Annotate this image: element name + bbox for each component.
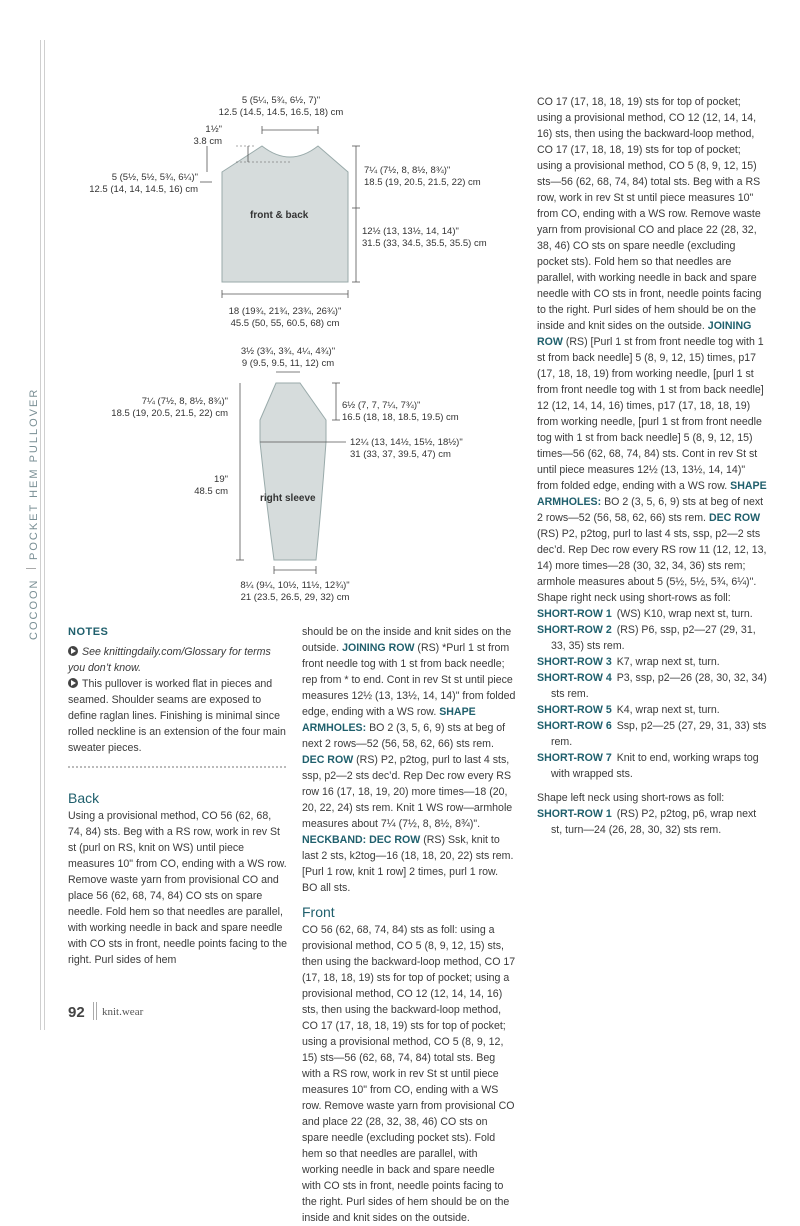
page-number: 92 bbox=[68, 1004, 85, 1021]
front-back-label: front & back bbox=[250, 210, 309, 221]
bullet-icon bbox=[68, 678, 78, 688]
schematic bbox=[0, 0, 520, 612]
left-short-row-1: SHORT-ROW 1 (RS) P2, p2tog, p6, wrap next st, turn—24 (26, 28, 30, 32) sts rem. bbox=[537, 808, 757, 836]
dim-upper-arm: 12¼ (13, 14½, 15½, 18½)" 31 (33, 37, 39.5, 47) cm bbox=[350, 437, 463, 460]
front-heading: Front bbox=[302, 904, 335, 920]
back-text-1: Using a provisional method, CO 56 (62, 68, 74, 84) sts. Beg with a RS row, work in rev St st (purl on RS, knit on WS) until piece measures 10" from CO, ending with a WS row. Remove waste yarn from provisional CO and place 56 (62, 68, 74, 84) CO sts on spare needle. Fold hem so that needles are parallel, with working needle in back and spare needle with CO sts in front, needle points facing to the right. Purl sides of hem bbox=[68, 810, 288, 966]
dim-body-length: 12½ (13, 13½, 14, 14)" 31.5 (33, 34.5, 35.5, 35.5) cm bbox=[362, 226, 487, 249]
sleeve-label: right sleeve bbox=[260, 493, 316, 504]
dim-neck-depth: 1½" 3.8 cm bbox=[193, 124, 222, 147]
magazine-name: knit.wear bbox=[102, 1006, 144, 1018]
dim-shoulder: 5 (5½, 5½, 5¾, 6¼)" 12.5 (14, 14, 14.5, 16) cm bbox=[89, 172, 198, 195]
short-row-7: SHORT-ROW 7 Knit to end, working wraps tog with wrapped sts. bbox=[537, 752, 759, 780]
column-notes-back bbox=[68, 624, 288, 968]
short-row-1: SHORT-ROW 1 (WS) K10, wrap next st, turn. bbox=[537, 608, 753, 620]
dotted-divider bbox=[68, 766, 286, 772]
dim-bottom-width: 18 (19¾, 21¾, 23¾, 26¾)" 45.5 (50, 55, 60.5, 68) cm bbox=[228, 306, 342, 329]
short-row-3: SHORT-ROW 3 K7, wrap next st, turn. bbox=[537, 656, 720, 668]
dim-sleeve-top: 3½ (3¾, 3¾, 4¼, 4¾)" 9 (9.5, 9.5, 11, 12) cm bbox=[240, 346, 336, 369]
note-construction: This pullover is worked flat in pieces and seamed. Shoulder seams are exposed to define raglan lines. Finishing is minimal since rolled neckline is an extension of the four main sweater pieces. bbox=[68, 678, 286, 754]
front-text-1: CO 56 (62, 68, 74, 84) sts as foll: using a provisional method, CO 5 (8, 9, 12, 15) sts, then using the backward-loop method, CO 17 (17, 18, 18, 19) sts for top of pocket; using a provisional method, CO 12 (12, 14, 14, 16) sts, then using the backward-loop method, CO 17 (17, 18, 18, 19) sts for top of pocket; using a provisional method, CO 5 (8, 9, 12, 15) sts—56 (62, 68, 74, 84) total sts. Beg with a RS row, work in rev St st until piece measures 10" from CO, ending with a WS row. Remove waste yarn from provisional CO and place 22 (28, 32, 38, 46) CO sts on spare needle (excluding pocket sts). Fold hem so that needles are parallel, with working needle in back and spare needle with CO sts in front, needle points facing to the right. Purl sides of hem should be on the inside and knit sides on the outside. bbox=[302, 924, 516, 1224]
dim-top-width: 5 (5¼, 5¾, 6½, 7)" 12.5 (14.5, 14.5, 16.5, 18) cm bbox=[218, 95, 344, 118]
front-text-cont: CO 17 (17, 18, 18, 19) sts for top of pocket; using a provisional method, CO 12 (12, 14, 14, 16) sts, then using the backward-loop method, CO 17 (17, 18, 18, 19) sts for top of pocket; using a provisional method, CO 5 (8, 9, 12, 15) sts—56 (62, 68, 74, 84) total sts. Beg with a RS row, work in rev St st until piece measures 10" from CO, ending with a WS row. Remove waste yarn from provisional CO and place 22 (28, 32, 38, 46) CO sts on spare needle (excluding pocket sts). Fold hem so that needles are parallel, with working needle in back and spare needle with CO sts in front, needle points facing to the right. Purl sides of hem should be on the inside and knit sides on the outside. JOINING ROW (RS) [Purl 1 st from front needle tog with 1 st from back needle] 5 (8, 9, 12, 15) times, p17 (17, 18, 18, 19) from working needle, [purl 1 st from front needle tog with 1 st from back needle] 12 (12, 14, 14, 16) times, p17 (17, 18, 18, 19) from working needle, [purl 1 st from front needle tog with 1 st from back needle] 5 (8, 9, 12, 15) times—56 (62, 68, 74, 84) sts. Cont in rev St st until piece measures 12½ (13, 13½, 14, 14)" from folded edge, ending with a WS row. SHAPE ARMHOLES: BO 2 (3, 5, 6, 9) sts at beg of next 2 rows—52 (56, 58, 62, 66) sts rem. DEC ROW (RS) P2, p2tog, purl to last 4 sts, ssp, p2—2 sts dec’d. Rep Dec row every RS row 11 (12, 12, 13, 14) more times—28 (30, 32, 34, 36) sts rem; armhole measures about 5 (5½, 5½, 5¾, 6¼)". Shape right neck using short-rows as foll: bbox=[537, 96, 767, 604]
back-heading: Back bbox=[68, 790, 100, 806]
folio-bar bbox=[96, 1002, 97, 1020]
pattern-name: COCOON bbox=[28, 578, 40, 640]
dim-raglan-left: 7¼ (7½, 8, 8½, 8¾)" 18.5 (19, 20.5, 21.5, 22) cm bbox=[111, 396, 228, 419]
dim-raglan-right: 6½ (7, 7, 7¼, 7¾)" 16.5 (18, 18, 18.5, 19.5) cm bbox=[342, 400, 459, 423]
glossary-link[interactable]: See knittingdaily.com/Glossary for terms you don’t know. bbox=[68, 646, 271, 674]
dim-armhole-depth: 7¼ (7½, 8, 8½, 8¾)" 18.5 (19, 20.5, 21.5, 22) cm bbox=[364, 165, 481, 188]
column-front bbox=[537, 94, 767, 974]
section-name: POCKET HEM PULLOVER bbox=[28, 387, 40, 560]
back-text-2: should be on the inside and knit sides on the outside. JOINING ROW (RS) *Purl 1 st from front needle tog with 1 st from back needle; rep from * to end. Cont in rev St st until piece measures 12½ (13, 13½, 14, 14)" from folded edge, ending with a WS row. SHAPE ARMHOLES: BO 2 (3, 5, 6, 9) sts at beg of next 2 rows—52 (56, 58, 62, 66) sts rem. DEC ROW (RS) P2, p2tog, purl to last 4 sts, ssp, p2—2 sts dec’d. Rep Dec row every RS row 16 (17, 18, 19, 20) more times—18 (20, 20, 22, 24) sts rem. Knit 1 WS row—armhole measures about 7¼ (7½, 8, 8½, 8¾)". NECKBAND: DEC ROW (RS) Ssk, knit to last 2 sts, k2tog—16 (18, 18, 20, 22) sts rem. [Purl 1 row, knit 1 row] 2 times, purl 1 row. BO all sts. bbox=[302, 626, 516, 894]
left-neck-intro: Shape left neck using short-rows as foll: bbox=[537, 792, 725, 804]
short-row-5: SHORT-ROW 5 K4, wrap next st, turn. bbox=[537, 704, 720, 716]
short-row-2: SHORT-ROW 2 (RS) P6, ssp, p2—27 (29, 31, 33, 35) sts rem. bbox=[537, 624, 756, 652]
dim-cuff: 8¼ (9¼, 10½, 11½, 12¾)" 21 (23.5, 26.5, 29, 32) cm bbox=[240, 580, 350, 603]
folio-bar bbox=[93, 1002, 94, 1020]
column-back-front bbox=[302, 624, 516, 1224]
sleeve-shape bbox=[260, 383, 326, 560]
short-row-4: SHORT-ROW 4 P3, ssp, p2—26 (28, 30, 32, 34) sts rem. bbox=[537, 672, 767, 700]
dim-sleeve-length: 19" 48.5 cm bbox=[194, 474, 228, 497]
short-row-6: SHORT-ROW 6 Ssp, p2—25 (27, 29, 31, 33) sts rem. bbox=[537, 720, 767, 748]
notes-heading: NOTES bbox=[68, 626, 109, 638]
bullet-icon bbox=[68, 646, 78, 656]
note-glossary bbox=[68, 644, 288, 676]
